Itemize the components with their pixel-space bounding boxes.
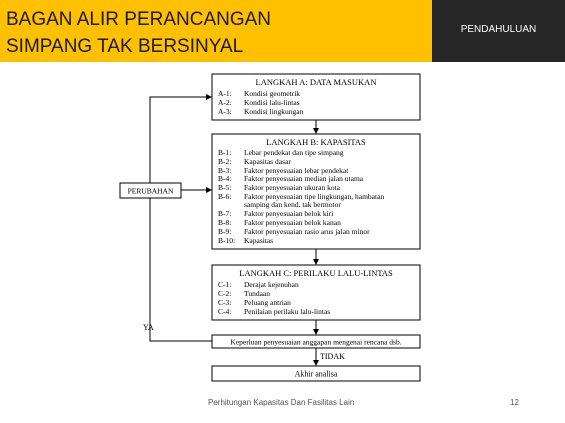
footer-text: Perhitungan Kapasitas Dan Fasilitas Lain — [208, 398, 355, 407]
page-number: 12 — [510, 398, 519, 407]
step-a-code-2: A-2: — [218, 98, 232, 107]
decision-text: Keperluan penyesuaian anggapan mengenai rencana dsb. — [230, 337, 402, 347]
feedback-loop-return — [150, 97, 211, 183]
step-b-code-2: B-2: — [218, 157, 232, 166]
step-a-code-1: A-1: — [218, 89, 232, 98]
step-b-text-3: Faktor penyesuaian lebar pendekat — [244, 166, 349, 175]
step-b-text-6b: samping dan kend. tak bermotor — [244, 200, 341, 209]
section-label: PENDAHULUAN — [460, 24, 537, 35]
feedback-loop-line — [150, 198, 212, 341]
step-c-code-4: C-4: — [218, 307, 232, 316]
step-a-text-2: Kondisi lalu-lintas — [244, 98, 300, 107]
step-c-title: LANGKAH C: PERILAKU LALU-LINTAS — [239, 268, 393, 278]
step-b-text-8: Faktor penyesuaian belok kanan — [244, 218, 341, 227]
step-b-code-6: B-6: — [218, 192, 232, 201]
step-c-code-2: C-2: — [218, 289, 232, 298]
step-a-title: LANGKAH A: DATA MASUKAN — [255, 77, 377, 87]
title-line-1: BAGAN ALIR PERANCANGAN — [6, 9, 272, 30]
step-a-items — [218, 89, 304, 116]
title-line-2: SIMPANG TAK BERSINYAL — [6, 36, 244, 57]
step-c-text-1: Derajat kejenuhan — [244, 280, 299, 289]
step-b-code-3: B-3: — [218, 166, 232, 175]
ya-label: YA — [143, 323, 154, 332]
step-b-text-9: Faktor penyesuaian rasio arus jalan minor — [244, 227, 370, 236]
step-b-title: LANGKAH B: KAPASITAS — [266, 137, 366, 147]
step-b-code-4: B-4: — [218, 174, 232, 183]
step-b-code-5: B-5: — [218, 183, 232, 192]
step-b-code-10: B-10: — [218, 236, 236, 245]
step-a-text-3: Kondisi lingkungan — [244, 107, 304, 116]
step-c-code-3: C-3: — [218, 298, 232, 307]
step-b-text-6: Faktor penyesuaian tipe lingkungan, hambatan — [244, 192, 385, 201]
step-b-text-1: Lebar pendekat dan tipe simpang — [244, 148, 344, 157]
step-b-text-10: Kapasitas — [244, 236, 274, 245]
step-b-code-7: B-7: — [218, 209, 232, 218]
step-b-text-7: Faktor penyesuaian belok kiri — [244, 209, 334, 218]
perubahan-text: PERUBAHAN — [127, 186, 174, 196]
step-a-code-3: A-3: — [218, 107, 232, 116]
tidak-label: TIDAK — [320, 352, 345, 361]
step-c-code-1: C-1: — [218, 280, 232, 289]
step-b-code-9: B-9: — [218, 227, 232, 236]
step-a-text-1: Kondisi geometrik — [244, 89, 301, 98]
step-b-code-8: B-8: — [218, 218, 232, 227]
end-text: Akhir analisa — [294, 369, 338, 379]
step-b-text-5: Faktor penyesuaian ukuran kota — [244, 183, 341, 192]
step-c-text-3: Peluang antrian — [244, 298, 291, 307]
step-c-text-2: Tundaan — [244, 289, 270, 298]
step-c-text-4: Penilaian perilaku lalu-lintas — [244, 307, 331, 316]
step-b-code-1: B-1: — [218, 148, 232, 157]
step-b-text-4: Faktor penyesuaian median jalan utama — [244, 174, 364, 183]
step-b-text-2: Kapasitas dasar — [244, 157, 291, 166]
